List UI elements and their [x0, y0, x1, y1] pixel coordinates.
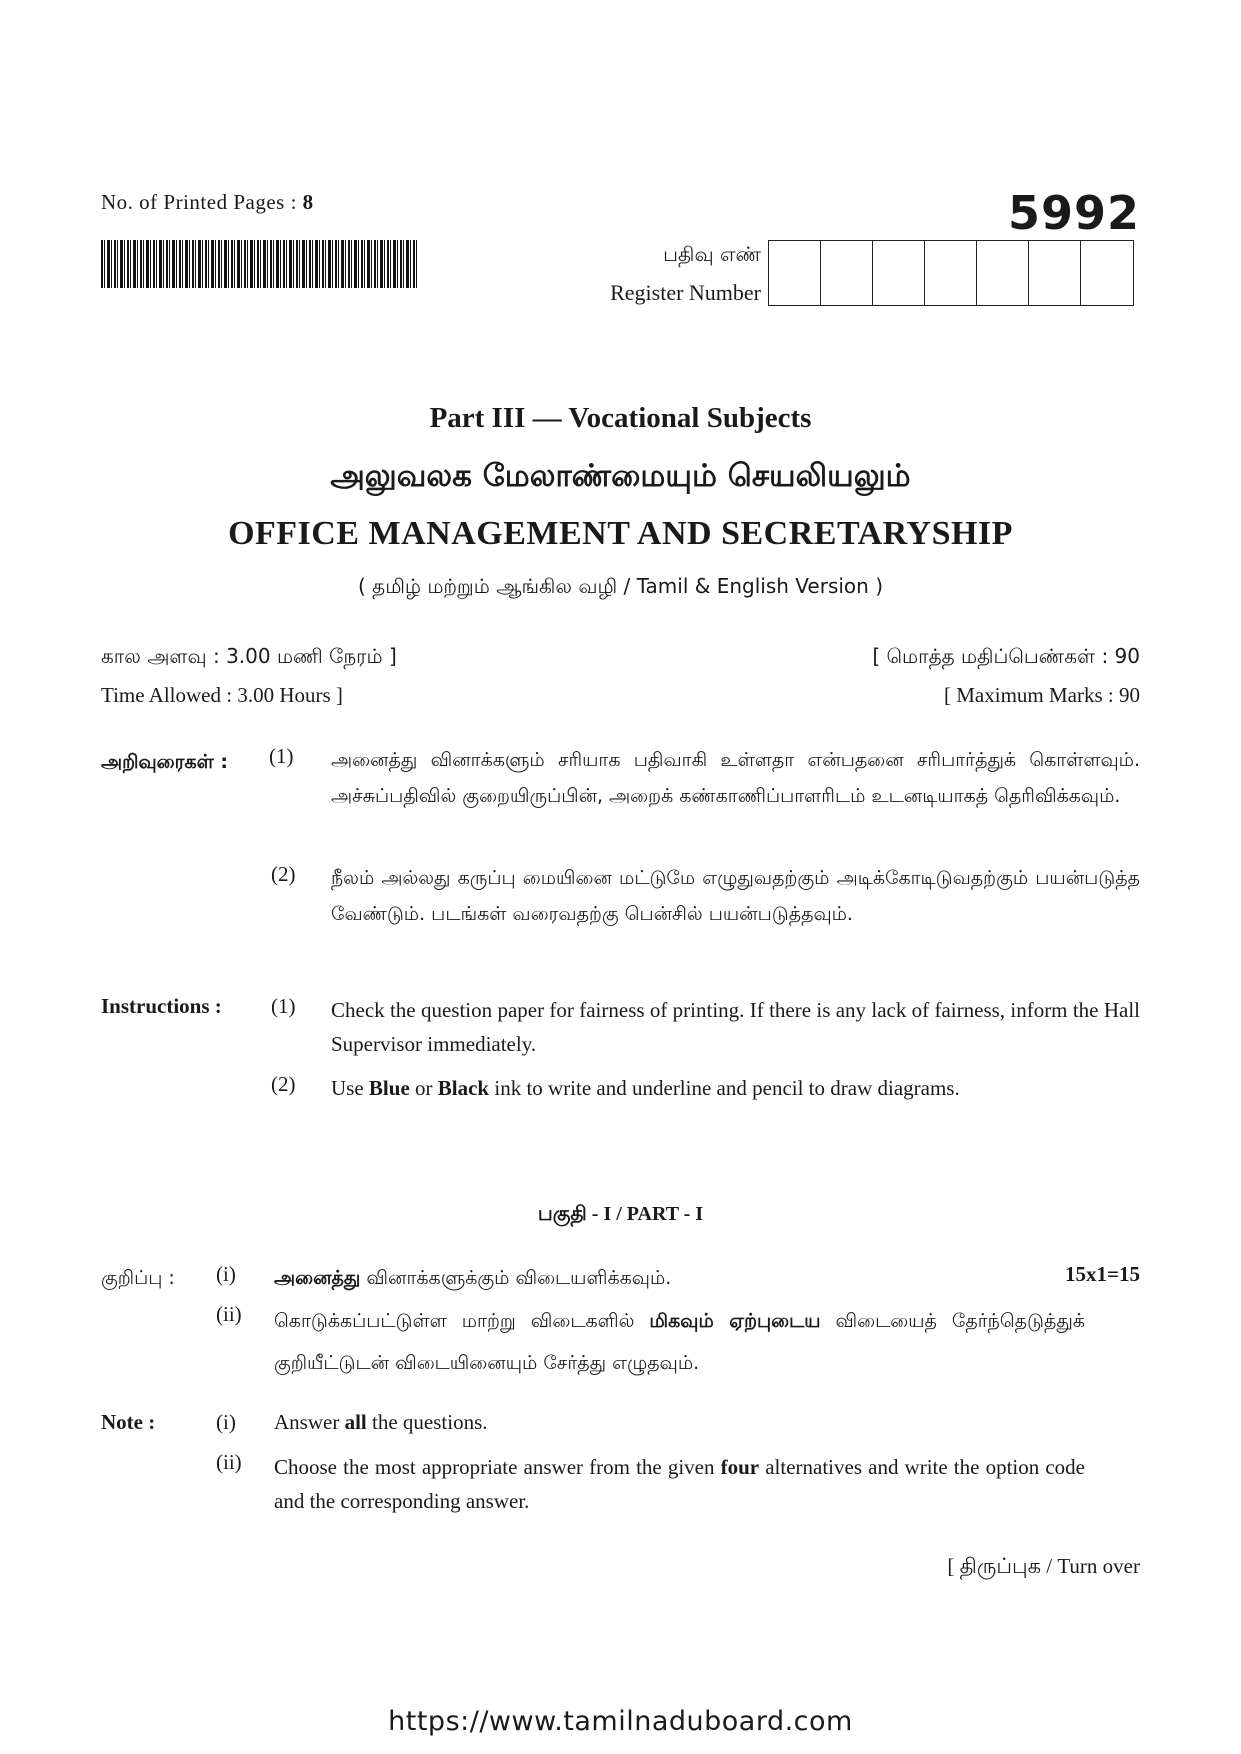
register-digit-box[interactable] — [873, 241, 925, 305]
item-number: (ii) — [216, 1302, 242, 1326]
max-marks-tamil: [ மொத்த மதிப்பெண்கள் : 90 — [872, 644, 1140, 668]
register-number-boxes[interactable] — [768, 240, 1134, 306]
register-digit-box[interactable] — [977, 241, 1029, 305]
item-number: (2) — [271, 1072, 296, 1096]
instruction-text-english-1: Check the question paper for fairness of printing. If there is any lack of fairness, inform the Hall Supervisor immediately. — [331, 998, 1140, 1056]
note-tamil — [101, 1262, 1140, 1372]
section-marks: 15x1=15 — [1065, 1262, 1140, 1286]
register-digit-box[interactable] — [821, 241, 873, 305]
time-marks-tamil — [101, 644, 1140, 671]
instruction-text-tamil-1: அனைத்து வினாக்களும் சரியாக பதிவாகி உள்ளதா என்பதனை சரிபார்த்துக் கொள்ளவும். அச்சுப்பதிவில் குறையிருப்பின், அறைக் கண்காணிப்பாளரிடம் உடனடியாகத் தெரிவிக்கவும். — [331, 749, 1140, 807]
time-allowed-tamil: கால அளவு : 3.00 மணி நேரம் ] — [101, 644, 397, 668]
website-url[interactable]: https://www.tamilnaduboard.com — [388, 1706, 853, 1737]
item-number: (1) — [269, 744, 294, 768]
printed-pages-info — [101, 190, 314, 215]
register-digit-box[interactable] — [925, 241, 977, 305]
instruction-text-english-2: Use Blue or Black ink to write and underline and pencil to draw diagrams. — [331, 1076, 960, 1100]
barcode-image — [101, 240, 419, 288]
part-title: Part III — Vocational Subjects — [429, 402, 812, 434]
note-label-tamil: குறிப்பு : — [101, 1267, 175, 1289]
turn-over-note: [ திருப்புக / Turn over — [947, 1554, 1140, 1578]
item-number: (ii) — [216, 1450, 242, 1474]
register-digit-box[interactable] — [769, 241, 821, 305]
version-line: ( தமிழ் மற்றும் ஆங்கில வழி / Tamil & English Version ) — [358, 574, 883, 598]
instruction-text-tamil-2: நீலம் அல்லது கருப்பு மையினை மட்டுமே எழுதுவதற்கும் அடிக்கோடிடுவதற்கும் பயன்படுத்த வேண்டும். படங்கள் வரைவதற்கு பென்சில் பயன்படுத்தவும். — [331, 867, 1140, 925]
item-number: (i) — [216, 1410, 236, 1434]
printed-pages-label: No. of Printed Pages : — [101, 190, 303, 214]
subject-title-tamil: அலுவலக மேலாண்மையும் செயலியலும் — [330, 458, 911, 494]
note-text-tamil-2: கொடுக்கப்பட்டுள்ள மாற்று விடைகளில் மிகவும் ஏற்புடைய விடையைத் தேர்ந்தெடுத்துக் குறியீட்டுடன் விடையினையும் சேர்த்து எழுதவும். — [274, 1310, 1085, 1374]
instructions-label-english: Instructions : — [101, 994, 222, 1018]
register-digit-box[interactable] — [1081, 241, 1133, 305]
subject-title-english: OFFICE MANAGEMENT AND SECRETARYSHIP — [228, 515, 1013, 552]
instructions-label-tamil: அறிவுரைகள் : — [101, 751, 228, 773]
time-marks-english — [101, 683, 1140, 708]
printed-pages-value: 8 — [302, 190, 314, 214]
note-label-english: Note : — [101, 1410, 156, 1434]
instructions-english — [101, 994, 1140, 1144]
note-text-english-1: Answer all the questions. — [274, 1410, 488, 1434]
register-digit-box[interactable] — [1029, 241, 1081, 305]
note-text-tamil-1: அனைத்து வினாக்களுக்கும் விடையளிக்கவும். — [274, 1267, 672, 1289]
paper-code: 5992 — [1007, 186, 1140, 240]
part-heading: பகுதி - I / PART - I — [537, 1203, 704, 1225]
register-label-tamil: பதிவு எண் — [663, 242, 761, 266]
time-allowed-english: Time Allowed : 3.00 Hours ] — [101, 683, 343, 707]
max-marks-english: [ Maximum Marks : 90 — [944, 683, 1140, 707]
item-number: (i) — [216, 1262, 236, 1286]
note-english — [101, 1410, 1140, 1520]
item-number: (2) — [271, 862, 296, 886]
item-number: (1) — [271, 994, 296, 1018]
instructions-tamil — [101, 744, 1140, 994]
register-label-english: Register Number — [610, 280, 761, 305]
note-text-english-2: Choose the most appropriate answer from the given four alternatives and write the option code and the corresponding answer. — [274, 1455, 1085, 1513]
